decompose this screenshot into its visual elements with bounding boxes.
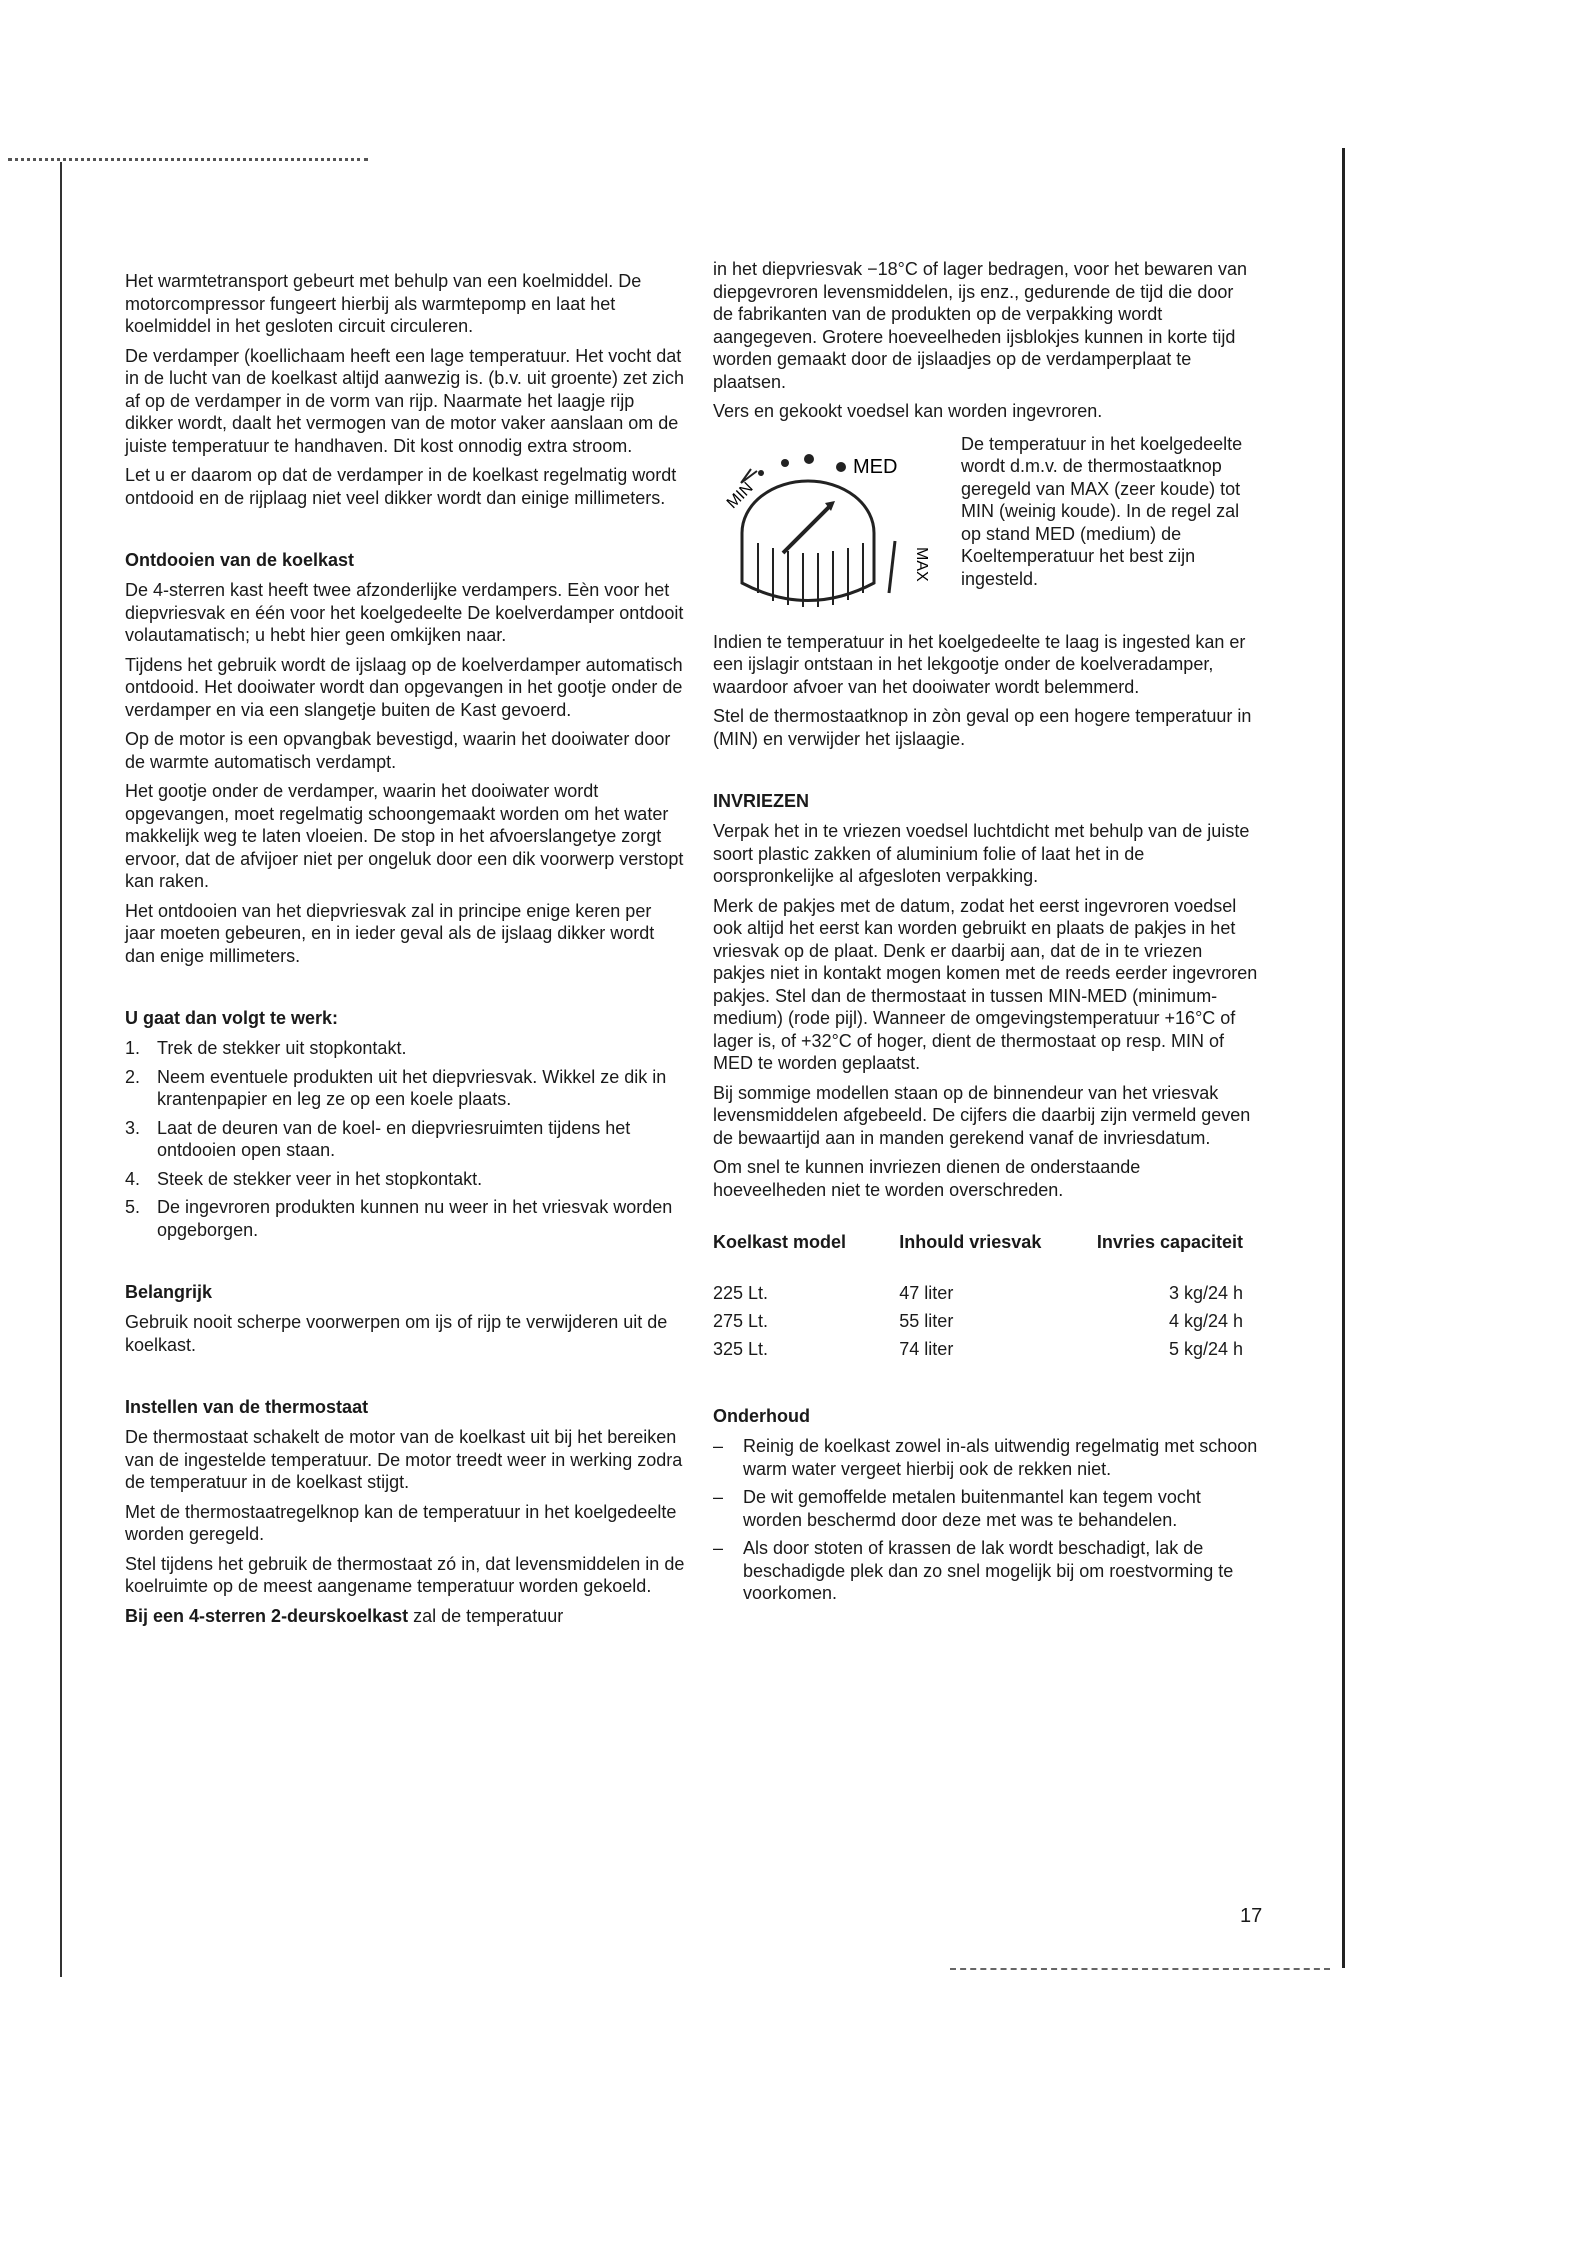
table-cell: 325 Lt. bbox=[713, 1339, 769, 1359]
capacity-table bbox=[713, 1231, 1243, 1365]
scan-border-bottom bbox=[950, 1968, 1330, 1970]
table-row bbox=[713, 1281, 1243, 1309]
step-text: Steek de stekker veer in het stopkontakt. bbox=[157, 1168, 483, 1189]
paragraph: Verpak het in te vriezen voedsel luchtdicht met behulp van de juiste soort plastic zakken of aluminium folie of laat het in de oorspronkelijke al afgesloten verpakking. bbox=[713, 821, 1250, 886]
step-text: Trek de stekker uit stopkontakt. bbox=[157, 1038, 407, 1058]
paragraph: Met de thermostaatregelknop kan de temperatuur in het koelgedeelte worden geregeld. bbox=[125, 1501, 677, 1544]
paragraph: Het gootje onder de verdamper, waarin het dooiwater wordt opgevangen, moet regelmatig schoongemaakt worden om het water makkelijk weg te laten vloeien. De stop in het afvoerslangetye zorgt ervoor, dat de afvijoer niet per ongeluk door een dik voorwerp verstopt kan raken. bbox=[125, 781, 684, 891]
table-cell: 225 Lt. bbox=[713, 1283, 769, 1303]
section-heading-important: Belangrijk bbox=[125, 1282, 213, 1302]
step-number: 2. bbox=[125, 1066, 141, 1087]
table-cell: 74 liter bbox=[899, 1339, 954, 1359]
list-item bbox=[713, 1486, 1258, 1531]
paragraph: Om snel te kunnen invriezen dienen de onderstaande hoeveelheden niet te worden overschreden. bbox=[713, 1157, 1141, 1200]
paragraph: Bij sommige modellen staan op de binnendeur van het vriesvak levensmiddelen afgebeeld. De cijfers die daarbij zijn vermeld geven de bewaartijd aan in manden gerekend vanaf de invriesdatum. bbox=[713, 1082, 1251, 1148]
section-heading-steps: U gaat dan volgt te werk: bbox=[125, 1008, 339, 1028]
step-text: Laat de deuren van de koel- en diepvriesruimten tijdens het ontdooien open staan. bbox=[157, 1117, 631, 1160]
list-item bbox=[125, 1066, 685, 1111]
paragraph bbox=[125, 1605, 685, 1628]
list-item-text: Als door stoten of krassen de lak wordt beschadigt, lak de beschadigde plek dan zo snel mogelijk bij om roestvorming te voorkomen. bbox=[743, 1538, 1234, 1603]
section-heading-defrost: Ontdooien van de koelkast bbox=[125, 550, 355, 570]
list-item-text: Reinig de koelkast zowel in-als uitwendig regelmatig met schoon warm water vergeet hierbij ook de rekken niet. bbox=[743, 1436, 1258, 1479]
paragraph: Stel tijdens het gebruik de thermostaat zó in, dat levensmiddelen in de koelruimte op de meest aangename temperatuur worden gekoeld. bbox=[125, 1553, 685, 1596]
step-number: 1. bbox=[125, 1038, 141, 1058]
paragraph: Op de motor is een opvangbak bevestigd, waarin het dooiwater door de warmte automatisch verdampt. bbox=[125, 729, 671, 772]
column-header: Invries capaciteit bbox=[1096, 1232, 1243, 1252]
dial-label-med: MED bbox=[853, 455, 898, 478]
dash-bullet: – bbox=[713, 1436, 724, 1456]
list-item-text: De wit gemoffelde metalen buitenmantel kan tegem vocht worden beschermd door deze met was te behandelen. bbox=[743, 1487, 1201, 1530]
table-cell: 3 kg/24 h bbox=[1168, 1283, 1243, 1303]
section-heading-freezing: INVRIEZEN bbox=[713, 791, 810, 811]
paragraph: Gebruik nooit scherpe voorwerpen om ijs of rijp te verwijderen uit de koelkast. bbox=[125, 1312, 668, 1355]
step-number: 3. bbox=[125, 1117, 141, 1138]
table-row bbox=[713, 1337, 1243, 1365]
text: zal de temperatuur bbox=[408, 1605, 564, 1626]
list-item bbox=[125, 1117, 685, 1162]
paragraph: Let u er daarom op dat de verdamper in de koelkast regelmatig wordt ontdooid en de rijplaag niet veel dikker wordt dan einige millimeters. bbox=[125, 465, 677, 508]
list-item bbox=[125, 1168, 685, 1191]
column-header: Inhould vriesvak bbox=[899, 1232, 1042, 1252]
paragraph: De 4-sterren kast heeft twee afzonderlijke verdampers. Eèn voor het diepvriesvak en één voor het koelgedeelte De koelverdamper ontdooit volautamatisch; u hebt hier geen omkijken naar. bbox=[125, 580, 684, 645]
step-text: De ingevroren produkten kunnen nu weer in het vriesvak worden opgeborgen. bbox=[157, 1197, 673, 1240]
paragraph: Tijdens het gebruik wordt de ijslaag op de koelverdamper automatisch ontdooid. Het dooiwater wordt dan opgevangen in het gootje onder de verdamper en via een slangetje buiten de Kast gevoerd. bbox=[125, 654, 683, 720]
column-header: Koelkast model bbox=[713, 1232, 847, 1252]
thermostat-figure bbox=[713, 433, 1258, 623]
dial-label-max: MAX bbox=[913, 546, 930, 582]
step-number: 4. bbox=[125, 1168, 141, 1189]
thermostat-description: De temperatuur in het koelgedeelte wordt d.m.v. de thermostaatknop geregeld van MAX (zeer koude) tot MIN (weinig koude). In de regel zal op stand MED (medium) de Koeltemperatuur het best zijn ingesteld. bbox=[961, 433, 1243, 589]
page-number: 17 bbox=[1240, 1905, 1263, 1927]
paragraph: Het ontdooien van het diepvriesvak zal in principe enige keren per jaar moeten gebeuren, en in ieder geval als de ijslaag dikker wordt dan enige millimeters. bbox=[125, 900, 655, 966]
paragraph: Stel de thermostaatknop in zòn geval op een hogere temperatuur in (MIN) en verwijder het ijslaagie. bbox=[713, 706, 1252, 749]
bold-text: Bij een 4-sterren 2-deurskoelkast bbox=[125, 1605, 409, 1626]
scan-border-left bbox=[60, 162, 62, 1977]
steps-list bbox=[125, 1037, 685, 1241]
table-header-row bbox=[713, 1231, 1243, 1281]
section-heading-maintenance: Onderhoud bbox=[713, 1406, 810, 1426]
left-column bbox=[125, 270, 685, 1634]
step-number: 5. bbox=[125, 1197, 141, 1217]
table-cell: 4 kg/24 h bbox=[1168, 1311, 1243, 1331]
list-item bbox=[125, 1037, 685, 1060]
list-item bbox=[125, 1196, 685, 1241]
paragraph: Merk de pakjes met de datum, zodat het eerst ingevroren voedsel ook altijd het eerst kan worden gebruikt en plaats de pakjes in het vriesvak op de plaat. Denk er daarbij aan, dat de in te vriezen pakjes niet in kontakt mogen komen met de reeds eerder ingevroren pakjes. Stel dan de thermostaat in tussen MIN-MED (minimum-medium) (rode pijl). Wanneer de omgevingstemperatuur +16°C of lager is, of +32°C of hoger, dient de thermostaat op resp. MIN of MED te worden geplaatst. bbox=[713, 895, 1258, 1073]
table-cell: 47 liter bbox=[899, 1283, 954, 1303]
right-column bbox=[713, 258, 1258, 1611]
dial-label-min: MIN bbox=[723, 478, 757, 512]
table-row bbox=[713, 1309, 1243, 1337]
paragraph: De verdamper (koellichaam heeft een lage temperatuur. Het vocht dat in de lucht van de koelkast altijd aanwezig is. (b.v. uit groente) zet zich af op de verdamper in de vorm van rijp. Naarmate het laagje rijp dikker wordt, daalt het vermogen van de motor vaker aanslaan om de juiste temperatuur te handhaven. Dit kost onnodig extra stroom. bbox=[125, 345, 684, 456]
thermostat-dial-icon bbox=[713, 433, 953, 623]
dash-bullet: – bbox=[713, 1538, 724, 1558]
list-item bbox=[713, 1537, 1258, 1605]
list-item bbox=[713, 1435, 1258, 1480]
section-heading-thermostat: Instellen van de thermostaat bbox=[125, 1397, 369, 1417]
table-cell: 275 Lt. bbox=[713, 1311, 769, 1331]
step-text: Neem eventuele produkten uit het diepvriesvak. Wikkel ze dik in krantenpapier en leg ze op een koele plaats. bbox=[157, 1066, 667, 1109]
paragraph: in het diepvriesvak −18°C of lager bedragen, voor het bewaren van diepgevroren levensmiddelen, ijs enz., gedurende de tijd die door de fabrikanten van de produkten op de verpakking wordt aangegeven. Grotere hoeveelheden ijsblokjes kunnen in korte tijd worden gemaakt door de ijslaadjes op de verdamperplaat te plaatsen. bbox=[713, 259, 1248, 392]
paragraph: Vers en gekookt voedsel kan worden ingevroren. bbox=[713, 401, 1103, 421]
maintenance-list bbox=[713, 1435, 1258, 1605]
table-cell: 55 liter bbox=[899, 1311, 954, 1331]
scan-border-top bbox=[8, 158, 368, 167]
table-cell: 5 kg/24 h bbox=[1168, 1339, 1243, 1359]
paragraph: Het warmtetransport gebeurt met behulp van een koelmiddel. De motorcompressor fungeert hierbij als warmtepomp en laat het koelmiddel in het gesloten circuit circuleren. bbox=[125, 271, 642, 336]
paragraph: Indien te temperatuur in het koelgedeelte te laag is ingested kan er een ijslagir ontstaan in het lekgootje onder de koelveradamper, waardoor afvoer van het dooiwater wordt belemmerd. bbox=[713, 631, 1246, 697]
dash-bullet: – bbox=[713, 1487, 724, 1507]
paragraph: De thermostaat schakelt de motor van de koelkast uit bij het bereiken van de ingestelde temperatuur. De motor treedt weer in werking zodra de temperatuur in de koelkast stijgt. bbox=[125, 1427, 683, 1492]
scan-border-right bbox=[1342, 148, 1345, 1968]
